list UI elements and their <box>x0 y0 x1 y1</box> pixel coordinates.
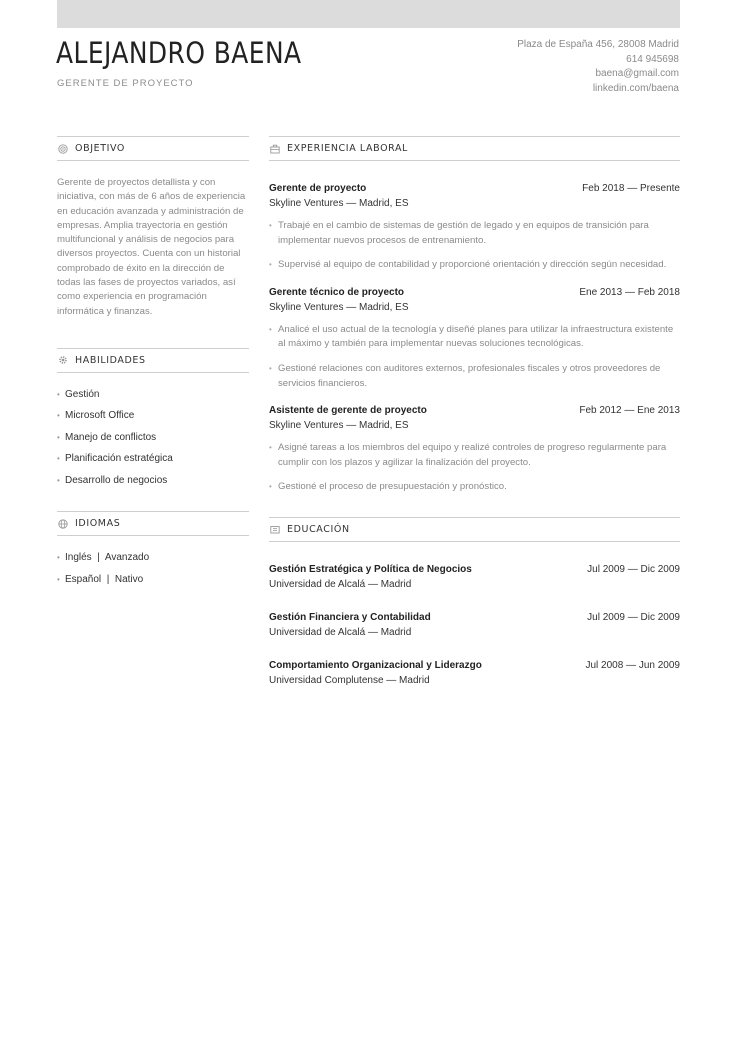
skill-item: • Desarrollo de negocios <box>57 474 168 486</box>
experience-role: Gerente de proyecto <box>269 183 367 194</box>
experience-company: Skyline Ventures — Madrid, ES <box>269 301 409 313</box>
education-degree: Comportamiento Organizacional y Liderazgo <box>269 659 482 671</box>
skills-heading: HABILIDADES <box>75 354 146 366</box>
objective-heading: OBJETIVO <box>75 143 126 154</box>
top-banner <box>57 0 680 28</box>
experience-dates: Ene 2013 — Feb 2018 <box>579 286 680 298</box>
graduation-icon <box>270 524 280 534</box>
experience-item <box>269 287 680 391</box>
education-degree: Gestión Financiera y Contabilidad <box>269 611 431 623</box>
experience-bullets <box>269 219 680 273</box>
skills-section <box>57 348 249 497</box>
experience-bullet: • Gestioné el proceso de presupuestación y pronóstico. <box>269 481 507 493</box>
experience-bullet: • Asigné tareas a los miembros del equipo y realizé controles de progreso regularmente para cumplir con los plazos y agilizar la finalización del proyecto. <box>269 442 667 468</box>
experience-dates: Feb 2012 — Ene 2013 <box>579 405 680 417</box>
gear-icon <box>58 355 68 365</box>
objective-header <box>57 136 249 161</box>
language-item: • Español | Nativo <box>57 573 144 585</box>
experience-company: Skyline Ventures — Madrid, ES <box>269 198 409 209</box>
skill-item: • Planificación estratégica <box>57 453 173 465</box>
education-dates: Jul 2009 — Dic 2009 <box>587 563 680 575</box>
education-dates: Jul 2009 — Dic 2009 <box>587 611 680 623</box>
education-item <box>269 564 680 590</box>
experience-bullet: • Analicé el uso actual de la tecnología y diseñé planes para utilizar la infraestructura existente al máximo y también para implementar nuevas soluciones tecnológicas. <box>269 323 674 350</box>
globe-icon <box>58 519 68 529</box>
education-item <box>269 612 680 638</box>
skill-item: • Manejo de conflictos <box>57 431 157 443</box>
contact-phone: 614 945698 <box>626 53 679 65</box>
education-section <box>269 517 680 686</box>
contact-address: Plaza de España 456, 28008 Madrid <box>517 39 679 50</box>
education-header <box>269 517 680 542</box>
experience-bullet: • Trabajé en el cambio de sistemas de gestión de legado y en equipos de transición para implementar nuevos procesos de entrenamiento. <box>269 220 649 246</box>
languages-list <box>57 552 249 595</box>
experience-item <box>269 183 680 273</box>
education-item <box>269 660 680 686</box>
job-title: GERENTE DE PROYECTO <box>57 78 194 89</box>
right-column <box>269 136 680 708</box>
experience-item <box>269 405 680 495</box>
candidate-name: ALEJANDRO BAENA <box>56 36 302 70</box>
skill-item: • Microsoft Office <box>57 410 135 422</box>
experience-bullet: • Gestioné relaciones con auditores externos, profesionales fiscales y otros proveedores de servicios financieros. <box>269 362 661 389</box>
contact-email[interactable]: baena@gmail.com <box>595 68 679 80</box>
experience-dates: Feb 2018 — Presente <box>582 183 680 194</box>
skills-header <box>57 348 249 373</box>
objective-section <box>57 136 249 319</box>
experience-bullets <box>269 441 680 495</box>
left-column <box>57 136 249 595</box>
education-heading: EDUCACIÓN <box>287 523 350 535</box>
skill-item: • Gestión <box>57 388 100 400</box>
experience-heading: EXPERIENCIA LABORAL <box>287 143 408 154</box>
language-item: • Inglés | Avanzado <box>57 552 150 564</box>
education-degree: Gestión Estratégica y Política de Negocios <box>269 563 472 575</box>
experience-bullets <box>269 323 680 391</box>
experience-header <box>269 136 680 161</box>
education-school: Universidad de Alcalá — Madrid <box>269 578 412 590</box>
experience-section <box>269 136 680 495</box>
experience-role: Gerente técnico de proyecto <box>269 286 405 298</box>
experience-company: Skyline Ventures — Madrid, ES <box>269 420 409 432</box>
languages-section <box>57 511 249 595</box>
target-icon <box>58 144 68 154</box>
education-dates: Jul 2008 — Jun 2009 <box>585 659 680 671</box>
contact-linkedin[interactable]: linkedin.com/baena <box>592 83 679 95</box>
contact-info <box>517 38 679 97</box>
education-school: Universidad de Alcalá — Madrid <box>269 626 412 638</box>
briefcase-icon <box>270 144 280 154</box>
education-school: Universidad Complutense — Madrid <box>269 674 430 686</box>
objective-text: Gerente de proyectos detallista y con iniciativa, con más de 6 años de experiencia en educación avanzada y administración de empresas. Amplia trayectoria en gestión multifuncional y análisis de negocios para diversos proyectos. Cuenta con un historial comprobado de éxito en la dirección de todas las fases de proyectos variados, así como experiencia en programación informática y finanzas. <box>57 177 246 317</box>
experience-role: Asistente de gerente de proyecto <box>269 405 427 417</box>
experience-bullet: • Supervisé al equipo de contabilidad y proporcioné orientación y dirección según necesidad. <box>269 259 667 271</box>
languages-heading: IDIOMAS <box>75 518 121 530</box>
languages-header <box>57 511 249 536</box>
skills-list <box>57 389 249 497</box>
